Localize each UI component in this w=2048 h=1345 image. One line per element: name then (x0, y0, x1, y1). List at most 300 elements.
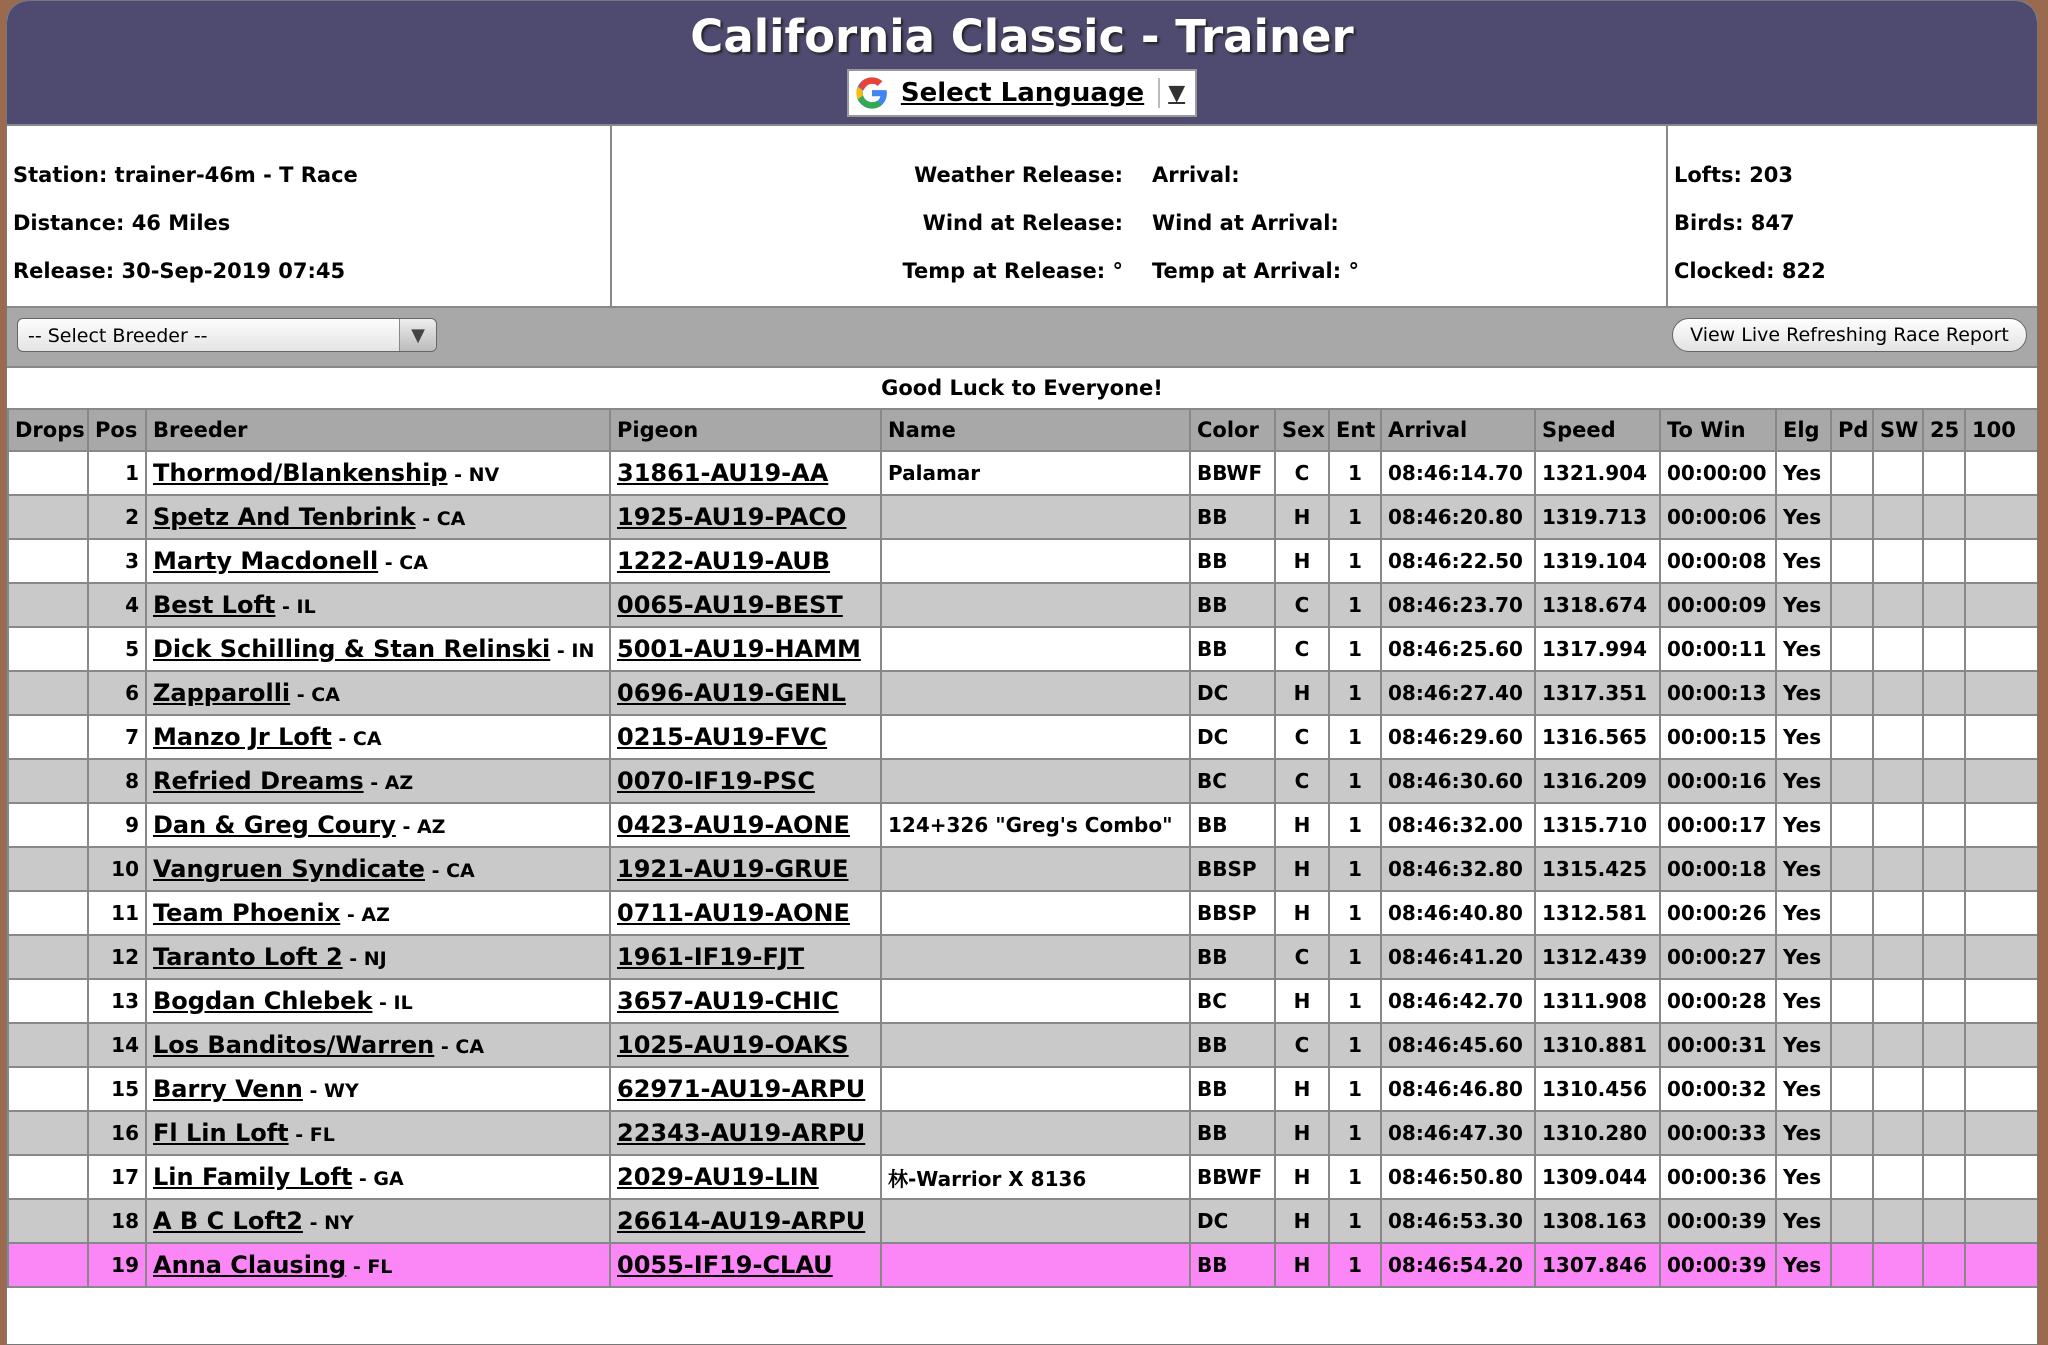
col100-cell (1965, 891, 2038, 935)
name-cell (881, 979, 1190, 1023)
sw-cell (1873, 1155, 1923, 1199)
ent-cell (1329, 1111, 1381, 1155)
col100-cell (1965, 539, 2038, 583)
pigeon-cell (610, 1067, 881, 1111)
color-cell (1190, 539, 1275, 583)
col25-cell (1923, 451, 1965, 495)
sex-cell (1275, 1155, 1329, 1199)
pos-cell (88, 847, 146, 891)
col25-cell (1923, 935, 1965, 979)
pos-cell (88, 715, 146, 759)
pigeon-link[interactable]: 62971-AU19-ARPU (617, 1075, 866, 1103)
color-cell (1190, 891, 1275, 935)
elg-value: Yes (1783, 549, 1822, 573)
ent-cell (1329, 979, 1381, 1023)
sex-value: H (1293, 549, 1311, 573)
pigeon-cell (610, 1111, 881, 1155)
sw-cell (1873, 1243, 1923, 1287)
pd-cell (1831, 715, 1873, 759)
breeder-state: - AZ (340, 904, 390, 926)
elg-cell (1776, 1243, 1831, 1287)
towin-cell (1660, 891, 1776, 935)
towin-cell (1660, 715, 1776, 759)
pigeon-link[interactable]: 0215-AU19-FVC (617, 723, 828, 751)
pigeon-link[interactable]: 2029-AU19-LIN (617, 1163, 819, 1191)
pigeon-cell (610, 671, 881, 715)
breeder-link[interactable]: Bogdan Chlebek (153, 987, 373, 1015)
color-value: BB (1197, 1121, 1228, 1145)
pos-cell (88, 759, 146, 803)
speed-value: 1312.581 (1542, 901, 1648, 925)
breeder-cell (146, 1067, 610, 1111)
towin-cell (1660, 1111, 1776, 1155)
ent-value: 1 (1348, 769, 1362, 793)
sw-cell (1873, 671, 1923, 715)
col25-cell (1923, 495, 1965, 539)
ent-value: 1 (1348, 813, 1362, 837)
color-value: BB (1197, 1253, 1228, 1277)
live-report-button[interactable]: View Live Refreshing Race Report (1672, 318, 2027, 352)
pos-cell (88, 891, 146, 935)
breeder-select[interactable] (17, 318, 437, 352)
col100-cell (1965, 935, 2038, 979)
breeder-cell (146, 627, 610, 671)
pigeon-link[interactable]: 1025-AU19-OAKS (617, 1031, 849, 1059)
drops-cell (8, 891, 88, 935)
elg-cell (1776, 539, 1831, 583)
speed-cell (1535, 1023, 1660, 1067)
color-cell (1190, 627, 1275, 671)
elg-value: Yes (1783, 901, 1822, 925)
distance-text: Distance: 46 Miles (13, 211, 231, 235)
speed-cell (1535, 979, 1660, 1023)
name-cell (881, 891, 1190, 935)
breeder-state: - IL (372, 992, 413, 1014)
towin-value: 00:00:31 (1667, 1033, 1767, 1057)
column-header: Pigeon (610, 409, 881, 451)
column-header: Arrival (1381, 409, 1535, 451)
column-header: Elg (1776, 409, 1831, 451)
page-title: California Classic - Trainer (690, 10, 1354, 63)
ent-value: 1 (1348, 461, 1362, 485)
sw-cell (1873, 627, 1923, 671)
pos-value: 11 (111, 901, 139, 925)
speed-cell (1535, 759, 1660, 803)
breeder-link[interactable]: Dan & Greg Coury (153, 811, 396, 839)
pigeon-link[interactable]: 22343-AU19-ARPU (617, 1119, 866, 1147)
pos-value: 5 (125, 637, 139, 661)
col25-cell (1923, 1023, 1965, 1067)
pigeon-link[interactable]: 1921-AU19-GRUE (617, 855, 849, 883)
towin-cell (1660, 1243, 1776, 1287)
column-header: Name (881, 409, 1190, 451)
elg-value: Yes (1783, 1033, 1822, 1057)
sw-cell (1873, 1199, 1923, 1243)
pigeon-cell (610, 935, 881, 979)
col100-cell (1965, 495, 2038, 539)
elg-value: Yes (1783, 813, 1822, 837)
color-value: BB (1197, 505, 1228, 529)
ent-cell (1329, 1067, 1381, 1111)
page-header (7, 1, 2037, 124)
color-cell (1190, 1199, 1275, 1243)
towin-value: 00:00:26 (1667, 901, 1767, 925)
elg-value: Yes (1783, 989, 1822, 1013)
arrival-cell (1381, 1199, 1535, 1243)
ent-value: 1 (1348, 1165, 1362, 1189)
wind-arrival-text: Wind at Arrival: (1152, 211, 1339, 235)
pos-value: 4 (125, 593, 139, 617)
towin-value: 00:00:18 (1667, 857, 1767, 881)
speed-value: 1317.994 (1542, 637, 1648, 661)
pigeon-link[interactable]: 1961-IF19-FJT (617, 943, 805, 971)
arrival-cell (1381, 847, 1535, 891)
ent-value: 1 (1348, 945, 1362, 969)
breeder-link[interactable]: Thormod/Blankenship (153, 459, 448, 487)
towin-cell (1660, 979, 1776, 1023)
sex-cell (1275, 891, 1329, 935)
language-divider (1158, 78, 1160, 108)
arrival-cell (1381, 891, 1535, 935)
breeder-link[interactable]: Best Loft (153, 591, 276, 619)
elg-cell (1776, 451, 1831, 495)
arrival-value: 08:46:23.70 (1388, 593, 1523, 617)
color-value: BB (1197, 945, 1228, 969)
pd-cell (1831, 495, 1873, 539)
towin-value: 00:00:15 (1667, 725, 1767, 749)
breeder-link[interactable]: Lin Family Loft (153, 1163, 353, 1191)
color-cell (1190, 451, 1275, 495)
pigeon-link[interactable]: 0055-IF19-CLAU (617, 1251, 833, 1279)
pd-cell (1831, 979, 1873, 1023)
speed-value: 1311.908 (1542, 989, 1648, 1013)
arrival-value: 08:46:53.30 (1388, 1209, 1523, 1233)
race-info-left (7, 126, 612, 306)
breeder-link[interactable]: Marty Macdonell (153, 547, 379, 575)
speed-cell (1535, 935, 1660, 979)
pos-value: 2 (125, 505, 139, 529)
wind-release-text: Wind at Release: (922, 211, 1123, 235)
sex-cell (1275, 1111, 1329, 1155)
arrival-value: 08:46:32.80 (1388, 857, 1523, 881)
breeder-state: - IL (275, 596, 316, 618)
elg-value: Yes (1783, 461, 1822, 485)
sex-cell (1275, 671, 1329, 715)
breeder-state: - NJ (342, 948, 387, 970)
elg-cell (1776, 935, 1831, 979)
table-row (8, 1111, 2038, 1155)
elg-value: Yes (1783, 1209, 1822, 1233)
pos-cell (88, 451, 146, 495)
breeder-cell (146, 891, 610, 935)
sw-cell (1873, 891, 1923, 935)
ent-cell (1329, 847, 1381, 891)
speed-value: 1318.674 (1542, 593, 1648, 617)
sw-cell (1873, 583, 1923, 627)
pigeon-link[interactable]: 3657-AU19-CHIC (617, 987, 839, 1015)
speed-cell (1535, 495, 1660, 539)
pigeon-link[interactable]: 1222-AU19-AUB (617, 547, 831, 575)
arrival-cell (1381, 1023, 1535, 1067)
column-header: 25 (1923, 409, 1965, 451)
speed-value: 1317.351 (1542, 681, 1648, 705)
col100-cell (1965, 583, 2038, 627)
towin-value: 00:00:11 (1667, 637, 1767, 661)
pigeon-cell (610, 759, 881, 803)
breeder-cell (146, 451, 610, 495)
arrival-value: 08:46:41.20 (1388, 945, 1523, 969)
pigeon-cell (610, 1023, 881, 1067)
station-text: Station: trainer-46m - T Race (13, 163, 358, 187)
color-value: DC (1197, 681, 1229, 705)
col100-cell (1965, 1155, 2038, 1199)
towin-value: 00:00:00 (1667, 461, 1767, 485)
col100-cell (1965, 979, 2038, 1023)
table-row (8, 451, 2038, 495)
pigeon-cell (610, 583, 881, 627)
arrival-cell (1381, 583, 1535, 627)
column-header: Color (1190, 409, 1275, 451)
pd-cell (1831, 1067, 1873, 1111)
pos-cell (88, 627, 146, 671)
drops-cell (8, 935, 88, 979)
pigeon-link[interactable]: 1925-AU19-PACO (617, 503, 847, 531)
pos-cell (88, 495, 146, 539)
pd-cell (1831, 1199, 1873, 1243)
pd-cell (1831, 847, 1873, 891)
drops-cell (8, 803, 88, 847)
elg-cell (1776, 803, 1831, 847)
towin-cell (1660, 671, 1776, 715)
speed-cell (1535, 539, 1660, 583)
sex-cell (1275, 1199, 1329, 1243)
breeder-link[interactable]: Zapparolli (153, 679, 291, 707)
pos-value: 14 (111, 1033, 139, 1057)
table-row (8, 891, 2038, 935)
speed-value: 1316.565 (1542, 725, 1648, 749)
breeder-link[interactable]: Refried Dreams (153, 767, 364, 795)
col100-cell (1965, 627, 2038, 671)
table-row (8, 1155, 2038, 1199)
pigeon-link[interactable]: 0696-AU19-GENL (617, 679, 846, 707)
table-row (8, 979, 2038, 1023)
speed-cell (1535, 803, 1660, 847)
sw-cell (1873, 935, 1923, 979)
sw-cell (1873, 847, 1923, 891)
breeder-state: - CA (424, 860, 475, 882)
pd-cell (1831, 935, 1873, 979)
name-cell (881, 671, 1190, 715)
towin-value: 00:00:16 (1667, 769, 1767, 793)
pd-cell (1831, 1155, 1873, 1199)
drops-cell (8, 539, 88, 583)
elg-cell (1776, 1111, 1831, 1155)
col100-cell (1965, 1067, 2038, 1111)
sex-value: H (1293, 1077, 1311, 1101)
color-cell (1190, 1243, 1275, 1287)
language-label[interactable]: Select Language (900, 78, 1145, 108)
ent-cell (1329, 1199, 1381, 1243)
name-cell (881, 1243, 1190, 1287)
sex-cell (1275, 627, 1329, 671)
toolbar (7, 308, 2037, 368)
breeder-link[interactable]: Taranto Loft 2 (153, 943, 343, 971)
pd-cell (1831, 1111, 1873, 1155)
table-row (8, 935, 2038, 979)
col25-cell (1923, 1243, 1965, 1287)
pigeon-link[interactable]: 0070-IF19-PSC (617, 767, 815, 795)
color-value: BBSP (1197, 857, 1257, 881)
elg-cell (1776, 495, 1831, 539)
name-cell (881, 1111, 1190, 1155)
pos-value: 15 (111, 1077, 139, 1101)
pigeon-link[interactable]: 0423-AU19-AONE (617, 811, 850, 839)
clocked-text: Clocked: 822 (1674, 259, 1826, 283)
drops-cell (8, 847, 88, 891)
breeder-cell (146, 803, 610, 847)
elg-value: Yes (1783, 945, 1822, 969)
breeder-state: - NV (447, 464, 500, 486)
dropdown-arrow-icon[interactable]: ▼ (1168, 80, 1186, 106)
sex-cell (1275, 495, 1329, 539)
arrival-value: 08:46:54.20 (1388, 1253, 1523, 1277)
speed-value: 1321.904 (1542, 461, 1648, 485)
arrival-cell (1381, 1155, 1535, 1199)
arrival-text: Arrival: (1152, 163, 1240, 187)
col25-cell (1923, 759, 1965, 803)
sex-cell (1275, 803, 1329, 847)
col25-cell (1923, 583, 1965, 627)
towin-value: 00:00:39 (1667, 1209, 1767, 1233)
results-table (7, 408, 2038, 1288)
name-cell (881, 451, 1190, 495)
breeder-link[interactable]: Anna Clausing (153, 1251, 347, 1279)
breeder-link[interactable]: A B C Loft2 (153, 1207, 303, 1235)
breeder-select-value: -- Select Breeder -- (28, 325, 208, 347)
sex-value: H (1293, 1165, 1311, 1189)
column-header: Pd (1831, 409, 1873, 451)
speed-cell (1535, 1111, 1660, 1155)
name-cell (881, 715, 1190, 759)
elg-cell (1776, 583, 1831, 627)
pigeon-link[interactable]: 0065-AU19-BEST (617, 591, 843, 619)
pos-value: 18 (111, 1209, 139, 1233)
pigeon-link[interactable]: 0711-AU19-AONE (617, 899, 850, 927)
speed-value: 1312.439 (1542, 945, 1648, 969)
pigeon-link[interactable]: 5001-AU19-HAMM (617, 635, 861, 663)
arrival-value: 08:46:20.80 (1388, 505, 1523, 529)
speed-cell (1535, 671, 1660, 715)
breeder-link[interactable]: Los Banditos/Warren (153, 1031, 435, 1059)
birds-text: Birds: 847 (1674, 211, 1795, 235)
col100-cell (1965, 847, 2038, 891)
towin-value: 00:00:09 (1667, 593, 1767, 617)
sex-value: H (1293, 681, 1311, 705)
pos-value: 13 (111, 989, 139, 1013)
sex-cell (1275, 539, 1329, 583)
pos-value: 6 (125, 681, 139, 705)
breeder-link[interactable]: Barry Venn (153, 1075, 303, 1103)
race-info-weather (612, 126, 1668, 306)
speed-cell (1535, 1067, 1660, 1111)
towin-value: 00:00:32 (1667, 1077, 1767, 1101)
col25-cell (1923, 627, 1965, 671)
pigeon-name: 林-Warrior X 8136 (888, 1166, 1087, 1191)
color-cell (1190, 1111, 1275, 1155)
arrival-value: 08:46:32.00 (1388, 813, 1523, 837)
col100-cell (1965, 1199, 2038, 1243)
color-value: BBWF (1197, 1165, 1263, 1189)
name-cell (881, 1199, 1190, 1243)
table-row (8, 1067, 2038, 1111)
speed-cell (1535, 451, 1660, 495)
sw-cell (1873, 451, 1923, 495)
breeder-state: - NY (302, 1212, 354, 1234)
breeder-link[interactable]: Team Phoenix (153, 899, 341, 927)
elg-value: Yes (1783, 593, 1822, 617)
col100-cell (1965, 803, 2038, 847)
color-value: BB (1197, 1033, 1228, 1057)
sex-value: H (1293, 901, 1311, 925)
breeder-link[interactable]: Dick Schilling & Stan Relinski (153, 635, 551, 663)
breeder-state: - AZ (395, 816, 446, 838)
ent-cell (1329, 891, 1381, 935)
sex-value: H (1293, 1209, 1311, 1233)
pos-cell (88, 1155, 146, 1199)
breeder-link[interactable]: Vangruen Syndicate (153, 855, 425, 883)
breeder-cell (146, 1155, 610, 1199)
temp-arrival-text: Temp at Arrival: ° (1152, 259, 1359, 283)
speed-cell (1535, 891, 1660, 935)
breeder-cell (146, 715, 610, 759)
color-value: BC (1197, 769, 1227, 793)
towin-cell (1660, 539, 1776, 583)
pigeon-link[interactable]: 31861-AU19-AA (617, 459, 829, 487)
elg-value: Yes (1783, 1253, 1822, 1277)
language-selector[interactable] (847, 69, 1197, 117)
pigeon-cell (610, 891, 881, 935)
column-header: To Win (1660, 409, 1776, 451)
breeder-cell (146, 495, 610, 539)
drops-cell (8, 1023, 88, 1067)
ent-cell (1329, 1243, 1381, 1287)
speed-cell (1535, 715, 1660, 759)
table-row (8, 759, 2038, 803)
speed-value: 1309.044 (1542, 1165, 1648, 1189)
pigeon-cell (610, 451, 881, 495)
arrival-cell (1381, 715, 1535, 759)
breeder-cell (146, 1023, 610, 1067)
arrival-value: 08:46:42.70 (1388, 989, 1523, 1013)
pd-cell (1831, 803, 1873, 847)
breeder-link[interactable]: Spetz And Tenbrink (153, 503, 416, 531)
pigeon-link[interactable]: 26614-AU19-ARPU (617, 1207, 866, 1235)
speed-value: 1315.710 (1542, 813, 1648, 837)
breeder-cell (146, 1111, 610, 1155)
col25-cell (1923, 803, 1965, 847)
name-cell (881, 1067, 1190, 1111)
ent-cell (1329, 935, 1381, 979)
breeder-link[interactable]: Manzo Jr Loft (153, 723, 332, 751)
towin-value: 00:00:08 (1667, 549, 1767, 573)
towin-value: 00:00:33 (1667, 1121, 1767, 1145)
chevron-down-icon[interactable]: ▼ (399, 319, 436, 351)
arrival-value: 08:46:25.60 (1388, 637, 1523, 661)
elg-cell (1776, 1199, 1831, 1243)
pos-value: 1 (125, 461, 139, 485)
name-cell (881, 1155, 1190, 1199)
breeder-link[interactable]: Fl Lin Loft (153, 1119, 289, 1147)
